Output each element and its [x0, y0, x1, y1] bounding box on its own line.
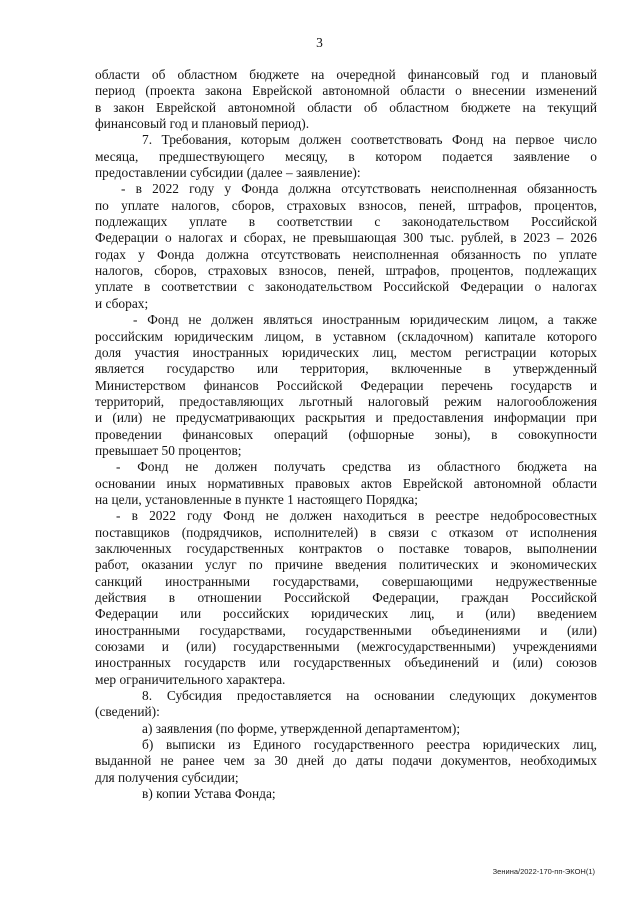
text-line: территорий, предоставляющих льготный налоговый режим налогообложения	[95, 393, 597, 409]
text-line: - в 2022 году у Фонда должна отсутствовать неисполненная обязанность	[121, 181, 597, 197]
text-line: иностранными государствами, государственными объединениями и (или)	[95, 622, 597, 638]
text-line: (сведений):	[95, 704, 160, 720]
text-line: санкций иностранными государствами, совершающими недружественные	[95, 573, 597, 589]
text-line: подлежащих уплате в соответствии с законодательством Российской	[95, 214, 597, 230]
text-line: основании иных нормативных правовых актов Еврейской автономной области	[95, 475, 597, 491]
text-line: поставщиков (подрядчиков, исполнителей) в связи с отказом от исполнения	[95, 524, 597, 540]
text-line: месяца, предшествующего месяцу, в котором подается заявление о	[95, 148, 597, 164]
text-line: финансовый год и плановый период).	[95, 116, 310, 132]
text-line: превышает 50 процентов;	[95, 442, 242, 458]
text-line: российским юридическим лицом, в уставном (складочном) капитале которого	[95, 328, 597, 344]
text-line: работ, оказании услуг по причине введения политических и экономических	[95, 557, 597, 573]
text-line: Федерации или российских юридических лиц, и (или) введением	[95, 606, 597, 622]
text-line: б) выписки из Единого государственного реестра юридических лиц,	[142, 737, 597, 753]
text-line: доля участия иностранных юридических лиц, местом регистрации которых	[95, 344, 597, 360]
text-line: Министерством финансов Российской Федерации перечень государств и	[95, 377, 597, 393]
text-line: союзами и (или) государственными (межгосударственными) учреждениями	[95, 639, 597, 655]
text-line: по уплате налогов, сборов, страховых взносов, пеней, штрафов, процентов,	[95, 197, 597, 213]
text-line: для получения субсидии;	[95, 769, 239, 785]
text-line: является государство или территория, включенные в утвержденный	[95, 361, 597, 377]
text-line: уплате в соответствии с законодательством Российской Федерации о налогах	[95, 279, 597, 295]
text-line: мер ограничительного характера.	[95, 671, 286, 687]
text-line: период (проекта закона Еврейской автономной области о внесении изменений	[95, 83, 597, 99]
page-number: 3	[316, 35, 323, 50]
text-line: а) заявления (по форме, утвержденной департаментом);	[142, 720, 461, 736]
text-line: проведении финансовых операций (офшорные зоны), в совокупности	[95, 426, 597, 442]
text-line: выданной не ранее чем за 30 дней до даты подачи документов, необходимых	[95, 753, 597, 769]
text-line: действия в отношении Российской Федерации, граждан Российской	[95, 590, 597, 605]
text-line: годах у Фонда должна отсутствовать неисполненная обязанность по уплате	[95, 246, 597, 262]
document-body	[95, 67, 597, 802]
text-line: на цели, установленные в пункте 1 настоящего Порядка;	[95, 491, 418, 507]
text-line: - Фонд не должен получать средства из областного бюджета на	[116, 459, 597, 475]
text-line: в закон Еврейской автономной области об областном бюджете на текущий	[95, 99, 597, 115]
text-line: Федерации о налогах и сборах, не превышающая 300 тыс. рублей, в 2023 – 2026	[95, 230, 597, 246]
document-footer-code: Зенина/2022-170-пп-ЭКОН(1)	[492, 867, 595, 876]
text-line: 7. Требования, которым должен соответствовать Фонд на первое число	[142, 132, 597, 148]
text-line: - в 2022 году Фонд не должен находиться в реестре недобросовестных	[116, 508, 597, 524]
text-line: предоставлении субсидии (далее – заявление):	[95, 165, 361, 181]
text-line: и (или) не предусматривающих раскрытия и предоставления информации при	[95, 410, 597, 426]
text-line: в) копии Устава Фонда;	[142, 786, 276, 802]
text-line: иностранных государств или государственных объединений и (или) союзов	[95, 655, 597, 671]
text-line: заключенных государственных контрактов о поставке товаров, выполнении	[95, 540, 597, 556]
text-line: - Фонд не должен являться иностранным юридическим лицом, а также	[133, 312, 597, 328]
text-line: 8. Субсидия предоставляется на основании следующих документов	[142, 688, 597, 704]
text-line: области об областном бюджете на очередной финансовый год и плановый	[95, 67, 597, 82]
text-line: и сборах;	[95, 295, 149, 311]
text-line: налогов, сборов, страховых взносов, пеней, штрафов, процентов, подлежащих	[95, 263, 597, 279]
